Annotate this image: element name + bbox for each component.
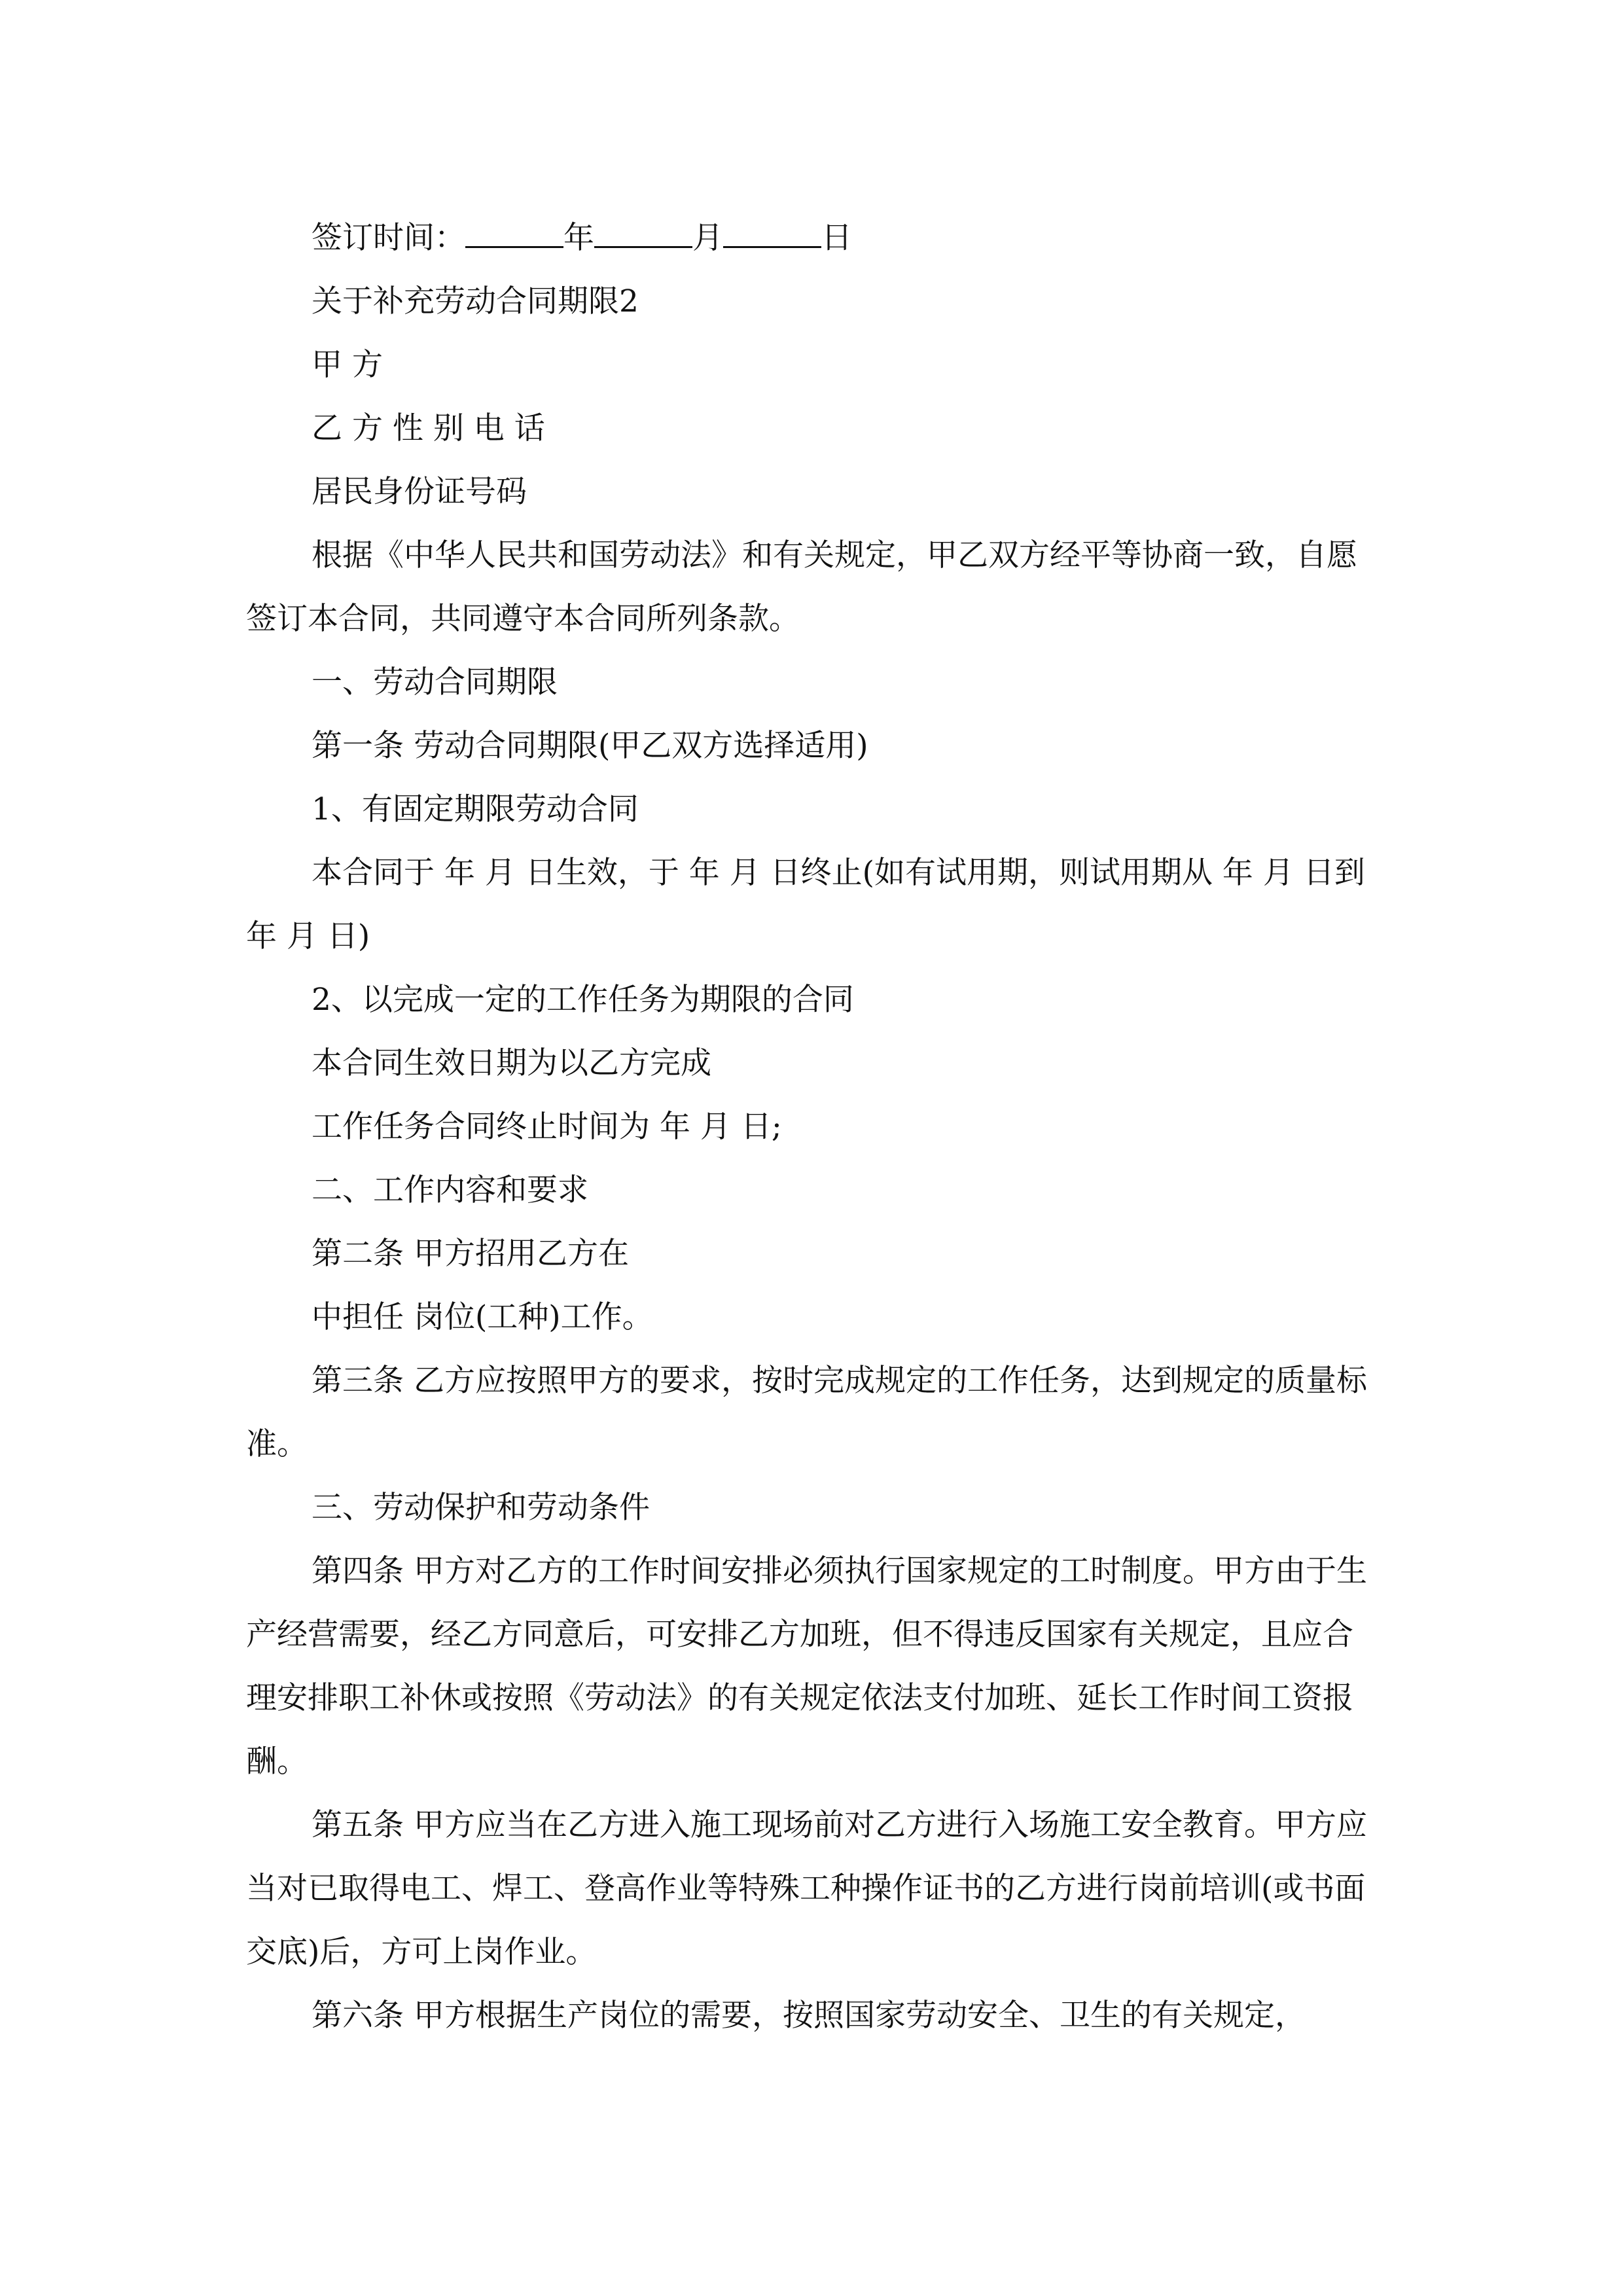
task-effective-line: 本合同生效日期为以乙方完成 <box>312 1045 711 1081</box>
article-2: 第二条 甲方招用乙方在 <box>312 1236 629 1272</box>
document-body <box>246 206 1382 2047</box>
preamble-paragraph: 根据《中华人民共和国劳动法》和有关规定，甲乙双方经平等协商一致，自愿签订本合同，共同遵守本合同所列条款。 <box>246 537 1357 637</box>
article-2-position: 中担任 岗位(工种)工作。 <box>312 1299 653 1335</box>
month-blank <box>594 213 692 248</box>
task-end-line: 工作任务合同终止时间为 年 月 日; <box>312 1109 782 1145</box>
heading-contract-term: 一、劳动合同期限 <box>312 664 558 700</box>
day-blank <box>723 213 821 248</box>
article-6: 第六条 甲方根据生产岗位的需要，按照国家劳动安全、卫生的有关规定， <box>312 1998 1306 2034</box>
sign-time-label: 签订时间： <box>312 220 465 256</box>
item-task-term: 2、以完成一定的工作任务为期限的合同 <box>312 982 854 1018</box>
party-a-line: 甲 方 <box>312 347 383 383</box>
item-fixed-term: 1、有固定期限劳动合同 <box>312 791 639 827</box>
heading-labor-protection: 三、劳动保护和劳动条件 <box>312 1490 650 1526</box>
heading-work-content: 二、工作内容和要求 <box>312 1172 588 1208</box>
month-label: 月 <box>692 220 723 256</box>
year-blank <box>465 213 563 248</box>
party-b-line: 乙 方 性 别 电 话 <box>312 410 545 446</box>
year-label: 年 <box>563 220 594 256</box>
id-number-line: 居民身份证号码 <box>312 474 527 510</box>
article-1: 第一条 劳动合同期限(甲乙双方选择适用) <box>312 728 868 764</box>
section-title: 关于补充劳动合同期限2 <box>312 283 639 319</box>
article-5: 第五条 甲方应当在乙方进入施工现场前对乙方进行入场施工安全教育。甲方应当对已取得电工、焊工、登高作业等特殊工种操作证书的乙方进行岗前培训(或书面交底)后，方可上岗作业。 <box>246 1807 1367 1970</box>
fixed-term-paragraph: 本合同于 年 月 日生效，于 年 月 日终止(如有试用期，则试用期从 年 月 日到 年 月 日) <box>246 855 1375 954</box>
day-label: 日 <box>821 220 852 256</box>
sign-time-line <box>246 206 1382 270</box>
article-3: 第三条 乙方应按照甲方的要求，按时完成规定的工作任务，达到规定的质量标准。 <box>246 1363 1367 1462</box>
article-4: 第四条 甲方对乙方的工作时间安排必须执行国家规定的工时制度。甲方由于生产经营需要，经乙方同意后，可安排乙方加班，但不得违反国家有关规定，且应合理安排职工补休或按照《劳动法》的有关规定依法支付加班、延长工作时间工资报酬。 <box>246 1553 1367 1780</box>
